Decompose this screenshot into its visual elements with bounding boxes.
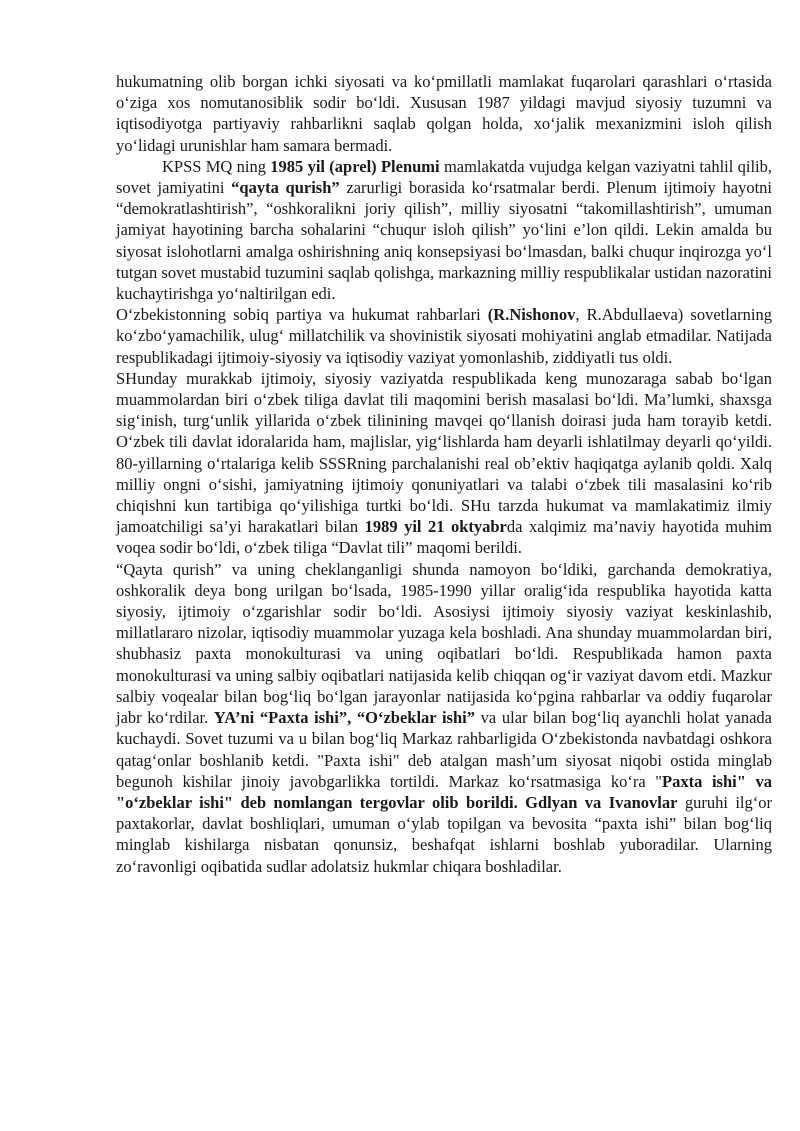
text-run: SHunday murakkab ijtimoiy, siyosiy vaziyatda respublikada keng munozaraga sabab bo‘lgan muammolardan biri o‘zbek tiliga davlat tili maqomini berish masalasi bo‘ldi. Ma’lumki, shaxsga sig‘inish, turg‘unlik yillarida o‘zbek tilinining mavqei qo‘llanish doirasi juda ham torayib ketdi. O‘zbek tili davlat idoralarida ham, majlislar, yig‘lishlarda ham deyarli ishlatilmay deyarli qo‘yildi. 80-yillarning o‘rtalariga kelib SSSRning parchalanishi real ob’ektiv haqiqatga aylanib qoldi. Xalq milliy ongni o‘sishi, jamiyatning ijtimoiy qonuniyatlari va talabi o‘zbek tili masalasini ko‘rib chiqishni kun tartibiga qo‘yilishiga turtki bo‘ldi. SHu tarzda hukumat va mamlakatimiz ilmiy jamoatchiligi sa’yi harakatlari bilan — [116, 368, 772, 537]
paragraph — [116, 71, 772, 156]
text-run: mamlakatda vujudga kelgan vaziyatni tahlil qilib, sovet jamiyatini — [116, 156, 772, 198]
paragraph — [116, 156, 772, 304]
bold-text-run: “qayta qurish” — [231, 178, 340, 198]
text-run: KPSS MQ ning — [162, 156, 271, 176]
text-run: O‘zbekistonning sobiq partiya va hukumat rahbarlari — [116, 305, 488, 325]
paragraph — [116, 368, 772, 559]
text-run: hukumatning olib borgan ichki siyosati va ko‘pmillatli mamlakat fuqarolari qarashlari o‘rtasida o‘ziga xos nomutanosiblik sodir bo‘ldi. Xususan 1987 yildagi mavjud siyosiy tuzumni va iqtisodiyotga partiyaviy rahbarlikni saqlab qolgan holda, xo‘jalik mexanizmini isloh qilish yo‘lidagi urunishlar ham samara bermadi. — [116, 72, 772, 155]
text-run: “Qayta qurish” va uning cheklanganligi shunda namoyon bo‘ldiki, garchanda demokratiya, oshkoralik deya bong urilgan bo‘lsada, 1985-1990 yillar oralig‘ida respublika hayotida katta siyosiy, ijtimoiy o‘zgarishlar sodir bo‘ldi. Asosiysi ijtimoiy siyosiy vaziyat keskinlashib, millatlararo nizolar, iqtisodiy muammolar yuzaga kela boshladi. Ana shunday muammolardan biri, shubhasiz paxta monokulturasi va uning oqibatlari bo‘ldi. Respublikada hamon paxta monokulturasi va uning salbiy oqibatlari natijasida kelib chiqqan og‘ir vaziyat davom etdi. Mazkur salbiy voqealar bilan bog‘liq bo‘lgan jarayonlar natijasida ko‘pgina rahbarlar va oddiy fuqarolar jabr ko‘rdilar. — [116, 559, 772, 728]
text-run: guruhi ilg‘or paxtakorlar, davlat boshliqlari, umuman o‘ylab topilgan va bevosita “paxta ishi” bilan bog‘liq minglab kishilarga nisbatan qonunsiz, beshafqat ishlarni boshlab yuboradilar. Ularning zo‘ravonligi oqibatida sudlar adolatsiz hukmlar chiqara boshladilar. — [116, 792, 772, 876]
paragraph — [116, 559, 772, 877]
text-run: , R.Abdullaeva) sovetlarning ko‘zbo‘yamachilik, ulug‘ millatchilik va shovinistik siyosati mohiyatini anglab etmadilar. Natijada respublikadagi ijtimoiy-siyosiy va iqtisodiy vaziyat yomonlashib, ziddiyatli tus oldi. — [116, 305, 772, 367]
text-run: zarurligi borasida ko‘rsatmalar berdi. Plenum ijtimoiy hayotni “demokratlashtirish”, “oshkoralikni joriy qilish”, milliy siyosatni “takomillashtirish”, umuman jamiyat hayotining barcha sohalarini “chuqur isloh qilish” yo‘lini e’lon qildi. Lekin amalda bu siyosat islohotlarni amalga oshirishning aniq konsepsiyasi bo‘lmasdan, balki chuqur inqirozga yo‘l tutgan sovet mustabid tuzumini saqlab qolishga, markazning milliy respublikalar ustidan nazoratini kuchaytirishga yo‘naltirilgan edi. — [116, 178, 773, 304]
bold-text-run: (R.Nishonov — [487, 305, 576, 325]
bold-text-run: YA’ni “Paxta ishi”, “O‘zbeklar ishi” — [213, 708, 475, 728]
bold-text-run: Paxta ishi" va "o‘zbeklar ishi" deb nomlangan tergovlar olib borildi. Gdlyan va Ivanovlar — [116, 771, 772, 812]
paragraph — [116, 304, 772, 368]
document-page — [116, 71, 772, 877]
text-run: va ular bilan bog‘liq ayanchli holat yanada kuchaydi. Sovet tuzumi va u bilan bog‘liq Markaz rahbarligida O‘zbekistonda navbatdagi oshkora qatag‘onlar boshlanib ketdi. "Paxta ishi" deb atalgan mash’um siyosat niqobi ostida minglab begunoh kishilar jinoiy javobgarlikka tortildi. Markaz ko‘rsatmasiga ko‘ra " — [116, 708, 773, 791]
bold-text-run: 1985 yil (aprel) Plenumi — [270, 156, 440, 176]
text-run: da xalqimiz ma’naviy hayotida muhim voqea sodir bo‘ldi, o‘zbek tiliga “Davlat tili” maqomi berildi. — [116, 517, 773, 558]
bold-text-run: 1989 yil 21 oktyabr — [364, 517, 507, 537]
